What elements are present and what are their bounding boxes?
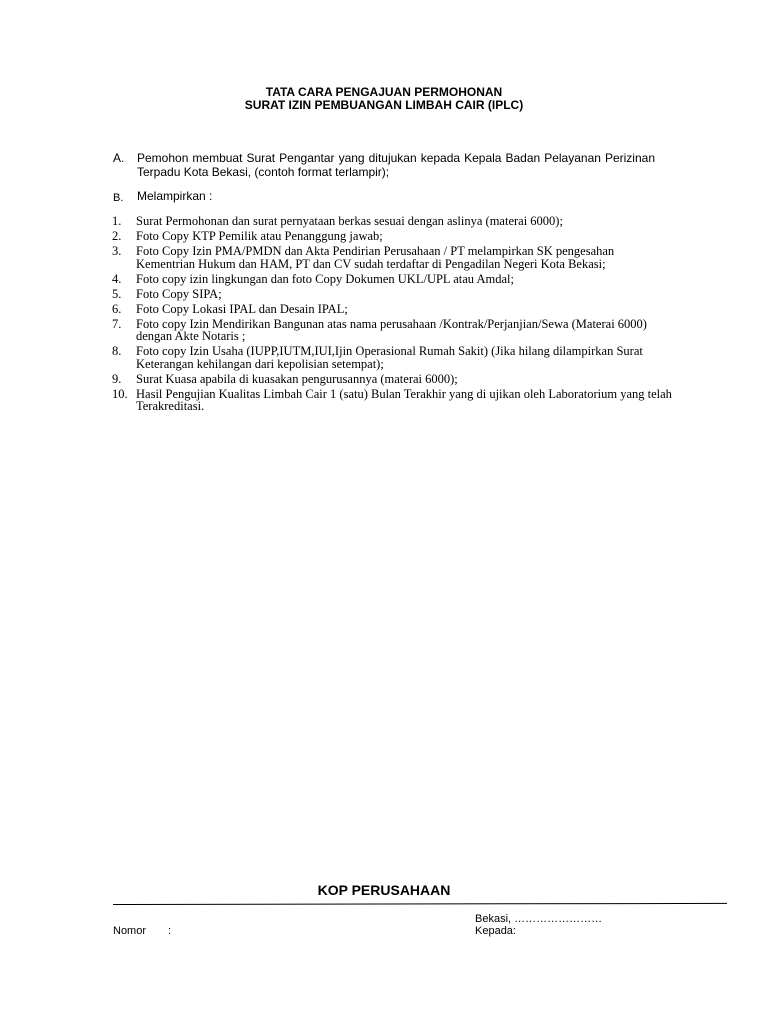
document-title-line-1: TATA CARA PENGAJUAN PERMOHONAN	[265, 85, 503, 99]
requirement-text: Hasil Pengujian Kualitas Limbah Cair 1 (satu) Bulan Terakhir yang di ujikan oleh Laboratorium yang telah Terakreditasi.	[136, 386, 672, 414]
requirement-text: Surat Permohonan dan surat pernyataan berkas sesuai dengan aslinya (materai 6000);	[136, 214, 563, 228]
requirement-text: Foto Copy KTP Pemilik atau Penanggung jawab;	[136, 228, 383, 243]
section-b-letter: B.	[113, 192, 124, 204]
requirement-item	[112, 230, 672, 243]
requirement-text: Foto copy izin lingkungan dan foto Copy Dokumen UKL/UPL atau Amdal;	[136, 271, 514, 286]
requirement-item	[112, 273, 672, 286]
letterhead-title: KOP PERUSAHAAN	[317, 882, 451, 898]
requirement-item	[112, 318, 672, 343]
requirement-number: 5.	[112, 286, 122, 301]
requirement-number: 10.	[112, 386, 128, 401]
requirement-text: Foto Copy Izin PMA/PMDN dan Akta Pendirian Perusahaan / PT melampirkan SK pengesahan Kementrian Hukum dan HAM, PT dan CV sudah terdaftar di Pengadilan Negeri Kota Bekasi;	[136, 243, 615, 271]
requirement-text: Foto copy Izin Usaha (IUPP,IUTM,IUI,Ijin Operasional Rumah Sakit) (Jika hilang dilampirkan Surat Keterangan kehilangan dari kepolisian setempat);	[136, 344, 643, 371]
section-b-text: Melampirkan :	[137, 189, 213, 203]
requirements-list	[112, 215, 672, 415]
requirement-text: Foto copy Izin Mendirikan Bangunan atas nama perusahaan /Kontrak/Perjanjian/Sewa (Materai 6000) dengan Akte Notaris ;	[136, 316, 647, 344]
requirement-number: 1.	[112, 214, 122, 228]
requirement-number: 6.	[112, 301, 122, 316]
requirement-item	[112, 215, 672, 228]
requirement-text: Surat Kuasa apabila di kuasakan pengurusannya (materai 6000);	[136, 371, 458, 386]
requirement-item	[112, 303, 672, 316]
number-colon: :	[168, 925, 172, 937]
requirement-text: Foto Copy Lokasi IPAL dan Desain IPAL;	[136, 301, 348, 316]
requirement-number: 9.	[112, 371, 122, 386]
requirement-number: 2.	[112, 228, 122, 243]
requirement-item	[112, 245, 672, 270]
requirement-item	[112, 345, 672, 370]
recipient-label: Kepada:	[475, 925, 516, 937]
section-a-text: Pemohon membuat Surat Pengantar yang ditujukan kepada Kepala Badan Pelayanan Perizinan Terpadu Kota Bekasi, (contoh format terlampir);	[137, 151, 655, 179]
document-title-line-2: SURAT IZIN PEMBUANGAN LIMBAH CAIR (IPLC)	[244, 98, 524, 112]
requirement-item	[112, 388, 672, 413]
requirement-number: 8.	[112, 344, 122, 359]
number-label: Nomor	[113, 925, 147, 937]
requirement-text: Foto Copy SIPA;	[136, 286, 222, 301]
section-a-letter: A.	[113, 151, 125, 165]
requirement-number: 4.	[112, 271, 122, 286]
requirement-item	[112, 373, 672, 386]
letterhead-divider	[113, 903, 727, 905]
requirement-number: 7.	[112, 316, 122, 331]
place-date-line: Bekasi, ……………………	[475, 913, 603, 925]
requirement-number: 3.	[112, 243, 122, 258]
requirement-item	[112, 288, 672, 301]
